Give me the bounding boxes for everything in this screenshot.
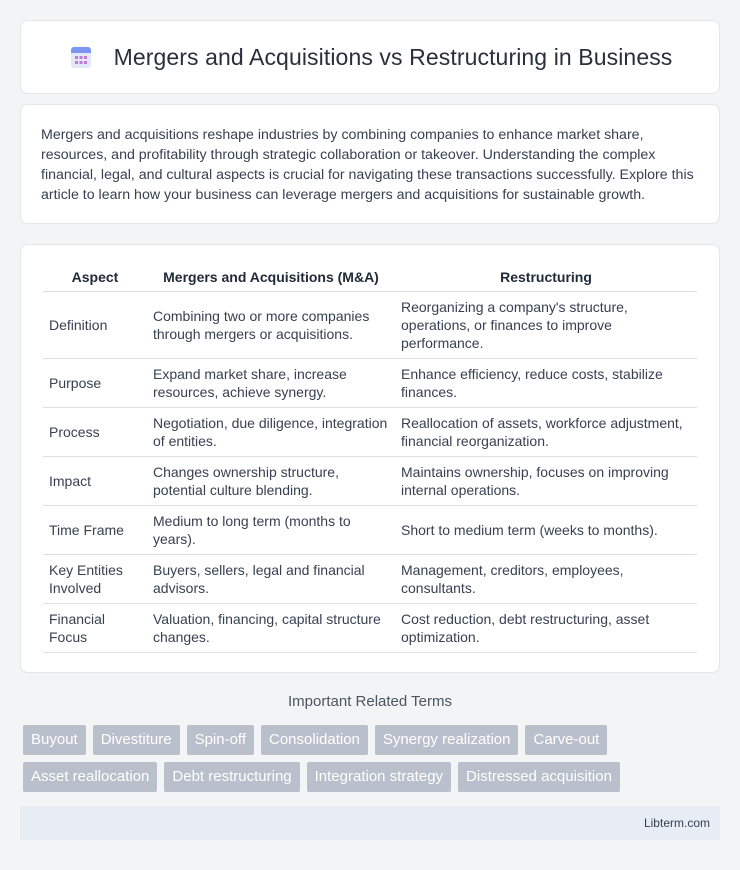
table-row [43, 603, 697, 652]
table-row [43, 554, 697, 603]
cell-aspect: Definition [43, 291, 147, 358]
comparison-table [43, 263, 697, 653]
cell-restructuring: Maintains ownership, focuses on improving internal operations. [395, 456, 697, 505]
tag-buyout[interactable]: Buyout [23, 725, 86, 755]
footer-site-link[interactable]: Libterm.com [643, 816, 710, 830]
cell-ma: Changes ownership structure, potential culture blending. [147, 456, 395, 505]
cell-ma: Expand market share, increase resources, achieve synergy. [147, 358, 395, 407]
tag-integration-strategy[interactable]: Integration strategy [307, 762, 451, 792]
table-header-row [43, 263, 697, 291]
table-row [43, 358, 697, 407]
table-row [43, 291, 697, 358]
cell-aspect: Financial Focus [43, 603, 147, 652]
footer [20, 806, 720, 840]
cell-aspect: Time Frame [43, 505, 147, 554]
comparison-table-card [20, 244, 720, 673]
header-ma: Mergers and Acquisitions (M&A) [147, 263, 395, 291]
tag-divestiture[interactable]: Divestiture [93, 725, 180, 755]
intro-text: Mergers and acquisitions reshape industries by combining companies to enhance market share, resources, and profitability through strategic collaboration or takeover. Understanding the complex financial, legal, and cultural aspects is crucial for navigating these transactions successfully. Explore this article to learn how your business can leverage mergers and acquisitions for sustainable growth. [41, 127, 694, 203]
tag-spin-off[interactable]: Spin-off [187, 725, 254, 755]
cell-restructuring: Reallocation of assets, workforce adjustment, financial reorganization. [395, 407, 697, 456]
cell-ma: Valuation, financing, capital structure changes. [147, 603, 395, 652]
tag-synergy-realization[interactable]: Synergy realization [375, 725, 519, 755]
cell-restructuring: Management, creditors, employees, consultants. [395, 554, 697, 603]
table-row [43, 407, 697, 456]
cell-restructuring: Reorganizing a company's structure, operations, or finances to improve performance. [395, 291, 697, 358]
cell-aspect: Impact [43, 456, 147, 505]
tag-asset-reallocation[interactable]: Asset reallocation [23, 762, 157, 792]
tag-debt-restructuring[interactable]: Debt restructuring [164, 762, 299, 792]
tag-carve-out[interactable]: Carve-out [525, 725, 607, 755]
calendar-grid-icon [68, 44, 94, 70]
table-row [43, 505, 697, 554]
cell-aspect: Purpose [43, 358, 147, 407]
header-restructuring: Restructuring [395, 263, 697, 291]
cell-ma: Negotiation, due diligence, integration of entities. [147, 407, 395, 456]
header-aspect: Aspect [43, 263, 147, 291]
related-terms-title: Important Related Terms [288, 693, 452, 710]
tag-distressed-acquisition[interactable]: Distressed acquisition [458, 762, 620, 792]
title-card [20, 20, 720, 94]
page-title: Mergers and Acquisitions vs Restructuring in Business [113, 43, 673, 70]
cell-restructuring: Short to medium term (weeks to months). [395, 505, 697, 554]
cell-aspect: Key Entities Involved [43, 554, 147, 603]
related-terms-list [23, 725, 723, 799]
cell-ma: Medium to long term (months to years). [147, 505, 395, 554]
cell-restructuring: Cost reduction, debt restructuring, asset optimization. [395, 603, 697, 652]
tag-consolidation[interactable]: Consolidation [261, 725, 368, 755]
cell-ma: Buyers, sellers, legal and financial advisors. [147, 554, 395, 603]
intro-card [20, 104, 720, 224]
cell-ma: Combining two or more companies through mergers or acquisitions. [147, 291, 395, 358]
table-row [43, 456, 697, 505]
cell-aspect: Process [43, 407, 147, 456]
cell-restructuring: Enhance efficiency, reduce costs, stabilize finances. [395, 358, 697, 407]
